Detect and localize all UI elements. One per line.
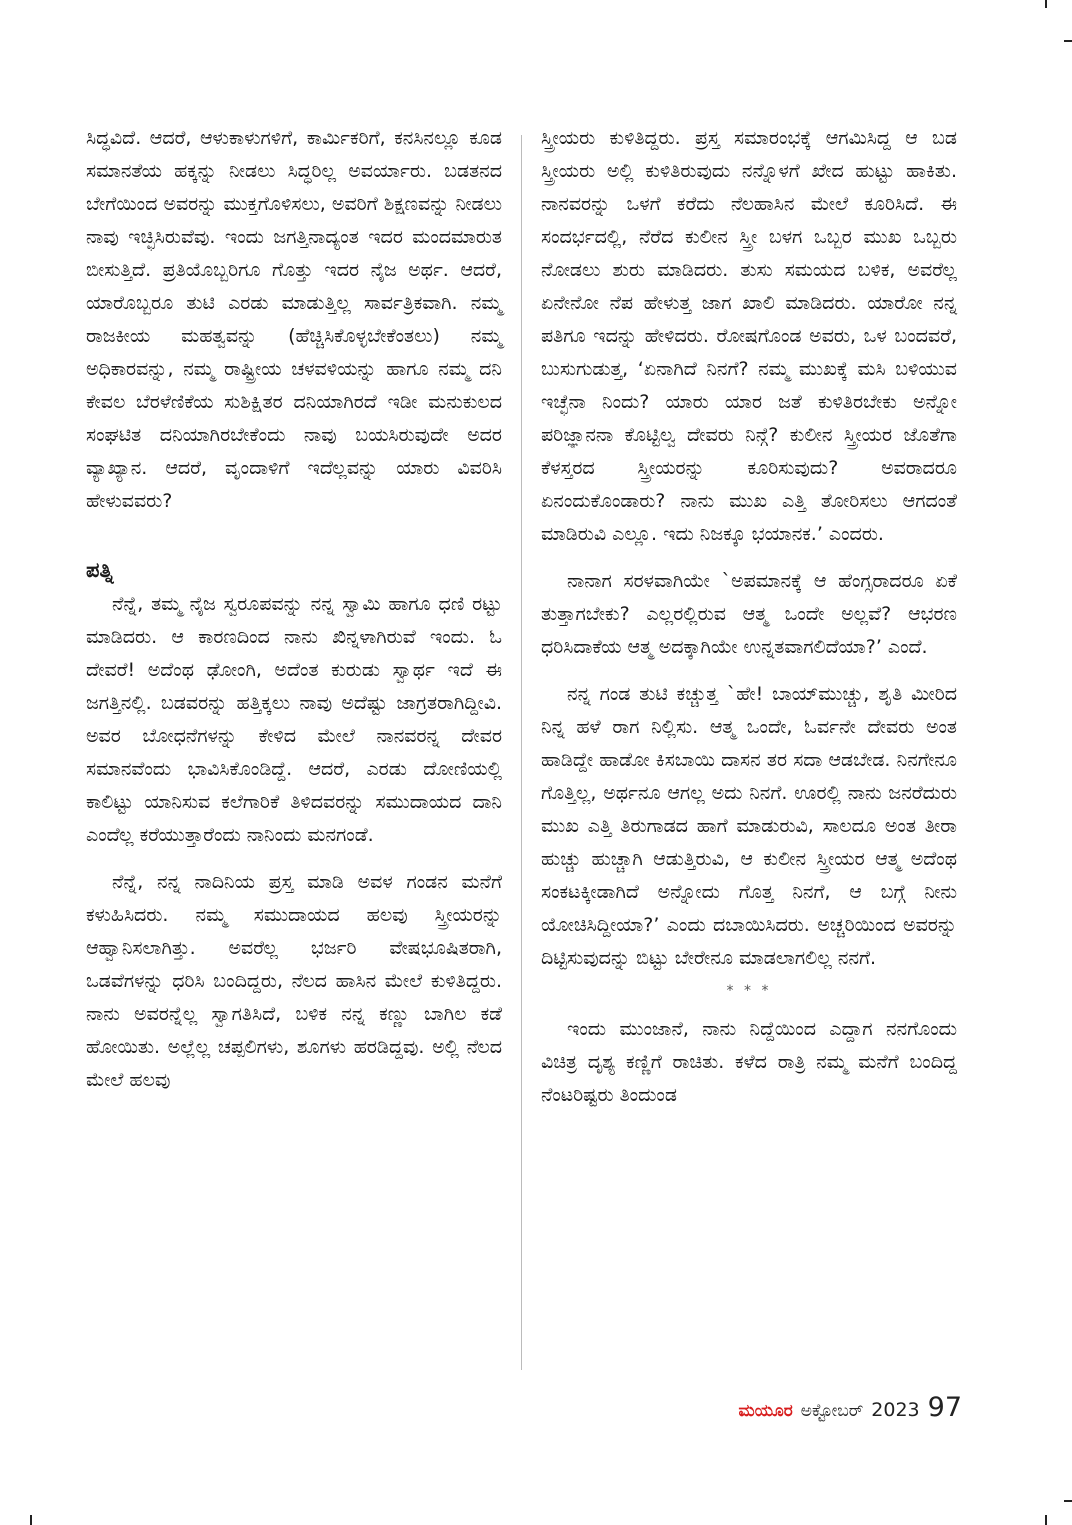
crop-mark-bottom-left <box>30 1515 32 1525</box>
crop-mark-bottom-right <box>1045 1515 1047 1525</box>
issue-year: 2023 <box>871 1399 920 1421</box>
body-paragraph: ನಾನಾಗ ಸರಳವಾಗಿಯೇ `ಅಪಮಾನಕ್ಕೆ ಆ ಹೆಂಗ್ಸರಾದರೂ ಏಕೆ ತುತ್ತಾಗಬೇಕು? ಎಲ್ಲರಲ್ಲಿರುವ ಆತ್ಮ ಒಂದೇ ಅಲ್ಲವೆ? ಆಭರಣ ಧರಿಸಿದಾಕೆಯ ಆತ್ಮ ಅದಕ್ಕಾಗಿಯೇ ಉನ್ನತವಾಗಲಿದೆಯಾ?’ ಎಂದೆ. <box>541 570 957 658</box>
section-heading: ಪತ್ನಿ <box>86 558 114 582</box>
body-paragraph: ನೆನ್ನೆ, ತಮ್ಮ ನೈಜ ಸ್ವರೂಪವನ್ನು ನನ್ನ ಸ್ವಾಮಿ ಹಾಗೂ ಧಣಿ ರಟ್ಟು ಮಾಡಿದರು. ಆ ಕಾರಣದಿಂದ ನಾನು ಖಿನ್ನಳಾಗಿರುವೆ ಇಂದು. ಓ ದೇವರೆ! ಅದೆಂಥ ಢೋಂಗಿ, ಅದೆಂತ ಕುರುಡು ಸ್ವಾರ್ಥ ಇದೆ ಈ ಜಗತ್ತಿನಲ್ಲಿ. ಬಡವರನ್ನು ಹತ್ತಿಕ್ಕಲು ನಾವು ಅದೆಷ್ಟು ಜಾಗ್ರತರಾಗಿದ್ದೀವಿ. ಅವರ ಬೋಧನೆಗಳನ್ನು ಕೇಳಿದ ಮೇಲೆ ನಾನವರನ್ನ ದೇವರ ಸಮಾನವೆಂದು ಭಾವಿಸಿಕೊಂಡಿದ್ದೆ. ಆದರೆ, ಎರಡು ದೋಣಿಯಲ್ಲಿ ಕಾಲಿಟ್ಟು ಯಾನಿಸುವ ಕಲೆಗಾರಿಕೆ ತಿಳಿದವರನ್ನು ಸಮುದಾಯದ ದಾನಿ ಎಂದೆಲ್ಲ ಕರೆಯುತ್ತಾರೆಂದು ನಾನಿಂದು ಮನಗಂಡೆ. <box>86 593 502 846</box>
page-footer <box>739 1392 962 1428</box>
body-paragraph: ನನ್ನ ಗಂಡ ತುಟಿ ಕಚ್ಚುತ್ತ `ಹೇ! ಬಾಯ್‌ಮುಚ್ಚು, ಶೃತಿ ಮೀರಿದ ನಿನ್ನ ಹಳೆ ರಾಗ ನಿಲ್ಲಿಸು. ಆತ್ಮ ಒಂದೇ, ಓರ್ವನೇ ದೇವರು ಅಂತ ಹಾಡಿದ್ದೇ ಹಾಡೋ ಕಿಸಬಾಯಿ ದಾಸನ ತರ ಸದಾ ಆಡಬೇಡ. ನಿನಗೇನೂ ಗೊತ್ತಿಲ್ಲ, ಅರ್ಥನೂ ಆಗಲ್ಲ ಅದು ನಿನಗೆ. ಊರಲ್ಲಿ ನಾನು ಜನರೆದುರು ಮುಖ ಎತ್ತಿ ತಿರುಗಾಡದ ಹಾಗೆ ಮಾಡುರುವಿ, ಸಾಲದೂ ಅಂತ ತೀರಾ ಹುಚ್ಚು ಹುಚ್ಚಾಗಿ ಆಡುತ್ತಿರುವಿ, ಆ ಕುಲೀನ ಸ್ತ್ರೀಯರ ಆತ್ಮ ಅದೆಂಥ ಸಂಕಟಕ್ಕೀಡಾಗಿದೆ ಅನ್ನೋದು ಗೊತ್ತ ನಿನಗೆ, ಆ ಬಗ್ಗೆ ನೀನು ಯೋಚಿಸಿದ್ದೀಯಾ?’ ಎಂದು ದಬಾಯಿಸಿದರು. ಅಚ್ಚರಿಯಿಂದ ಅವರನ್ನು ದಿಟ್ಟಿಸುವುದನ್ನು ಬಿಟ್ಟು ಬೇರೇನೂ ಮಾಡಲಾಗಲಿಲ್ಲ ನನಗೆ. <box>541 683 957 969</box>
left-column <box>86 122 502 1097</box>
page-number: 97 <box>927 1392 962 1423</box>
body-paragraph: ನೆನ್ನೆ, ನನ್ನ ನಾದಿನಿಯ ಪ್ರಸ್ತ ಮಾಡಿ ಅವಳ ಗಂಡನ ಮನೆಗೆ ಕಳುಹಿಸಿದರು. ನಮ್ಮ ಸಮುದಾಯದ ಹಲವು ಸ್ತ್ರೀಯರನ್ನು ಆಹ್ವಾನಿಸಲಾಗಿತ್ತು. ಅವರೆಲ್ಲ ಭರ್ಜರಿ ವೇಷಭೂಷಿತರಾಗಿ, ಒಡವೆಗಳನ್ನು ಧರಿಸಿ ಬಂದಿದ್ದರು, ನೆಲದ ಹಾಸಿನ ಮೇಲೆ ಕುಳಿತಿದ್ದರು. ನಾನು ಅವರನ್ನೆಲ್ಲ ಸ್ವಾಗತಿಸಿದೆ, ಬಳಿಕ ನನ್ನ ಕಣ್ಣು ಬಾಗಿಲ ಕಡೆ ಹೋಯಿತು. ಅಲ್ಲೆಲ್ಲ ಚಪ್ಪಲಿಗಳು, ಶೂಗಳು ಹರಡಿದ್ದವು. ಅಲ್ಲಿ ನೆಲದ ಮೇಲೆ ಹಲವು <box>86 871 502 1091</box>
crop-mark-right-lower <box>1064 1500 1072 1502</box>
section-separator: * * * <box>726 983 772 999</box>
crop-mark-top-right <box>1045 0 1047 8</box>
magazine-logo: ಮಯೂರ <box>738 1401 793 1421</box>
body-paragraph: ಸ್ತ್ರೀಯರು ಕುಳಿತಿದ್ದರು. ಪ್ರಸ್ತ ಸಮಾರಂಭಕ್ಕೆ ಆಗಮಿಸಿದ್ದ ಆ ಬಡ ಸ್ತ್ರೀಯರು ಅಲ್ಲಿ ಕುಳಿತಿರುವುದು ನನ್ನೊಳಗೆ ಖೇದ ಹುಟ್ಟು ಹಾಕಿತು. ನಾನವರನ್ನು ಒಳಗೆ ಕರೆದು ನೆಲಹಾಸಿನ ಮೇಲೆ ಕೂರಿಸಿದೆ. ಈ ಸಂದರ್ಭದಲ್ಲಿ, ನೆರೆದ ಕುಲೀನ ಸ್ತ್ರೀ ಬಳಗ ಒಬ್ಬರ ಮುಖ ಒಬ್ಬರು ನೋಡಲು ಶುರು ಮಾಡಿದರು. ತುಸು ಸಮಯದ ಬಳಿಕ, ಅವರೆಲ್ಲ ಏನೇನೋ ನೆಪ ಹೇಳುತ್ತ ಜಾಗ ಖಾಲಿ ಮಾಡಿದರು. ಯಾರೋ ನನ್ನ ಪತಿಗೂ ಇದನ್ನು ಹೇಳಿದರು. ರೋಷಗೊಂಡ ಅವರು, ಒಳ ಬಂದವರೆ, ಬುಸುಗುಡುತ್ತ, ‘ಏನಾಗಿದೆ ನಿನಗೆ? ನಮ್ಮ ಮುಖಕ್ಕೆ ಮಸಿ ಬಳಿಯುವ ಇಚ್ಛೆನಾ ನಿಂದು? ಯಾರು ಯಾರ ಜತೆ ಕುಳಿತಿರಬೇಕು ಅನ್ನೋ ಪರಿಜ್ಞಾನನಾ ಕೊಟ್ಟಿಲ್ವ ದೇವರು ನಿನ್ಗೆ? ಕುಲೀನ ಸ್ತ್ರೀಯರ ಜೊತೆಗಾ ಕೆಳಸ್ತರದ ಸ್ತ್ರೀಯರನ್ನು ಕೂರಿಸುವುದು? ಅವರಾದರೂ ಏನಂದುಕೊಂಡಾರು? ನಾನು ಮುಖ ಎತ್ತಿ ತೋರಿಸಲು ಆಗದಂತೆ ಮಾಡಿರುವಿ ಎಲ್ಲೂ. ಇದು ನಿಜಕ್ಕೂ ಭಯಾನಕ.’ ಎಂದರು. <box>541 127 957 545</box>
right-column <box>541 122 957 1112</box>
body-paragraph: ಇಂದು ಮುಂಜಾನೆ, ನಾನು ನಿದ್ದೆಯಿಂದ ಎದ್ದಾಗ ನನಗೊಂದು ವಿಚಿತ್ರ ದೃಶ್ಯ ಕಣ್ಣಿಗೆ ರಾಚಿತು. ಕಳೆದ ರಾತ್ರಿ ನಮ್ಮ ಮನೆಗೆ ಬಂದಿದ್ದ ನೆಂಟರಿಷ್ಟರು ತಿಂದುಂಡ <box>541 1018 957 1106</box>
body-paragraph: ಸಿದ್ಧವಿದೆ. ಆದರೆ, ಆಳುಕಾಳುಗಳಿಗೆ, ಕಾರ್ಮಿಕರಿಗೆ, ಕನಸಿನಲ್ಲೂ ಕೂಡ ಸಮಾನತೆಯ ಹಕ್ಕನ್ನು ನೀಡಲು ಸಿದ್ಧರಿಲ್ಲ ಅವರ್ಯಾರು. ಬಡತನದ ಬೇಗೆಯಿಂದ ಅವರನ್ನು ಮುಕ್ತಗೊಳಿಸಲು, ಅವರಿಗೆ ಶಿಕ್ಷಣವನ್ನು ನೀಡಲು ನಾವು ಇಚ್ಛಿಸಿರುವೆವು. ಇಂದು ಜಗತ್ತಿನಾದ್ಯಂತ ಇದರ ಮಂದಮಾರುತ ಬೀಸುತ್ತಿದೆ. ಪ್ರತಿಯೊಬ್ಬರಿಗೂ ಗೊತ್ತು ಇದರ ನೈಜ ಅರ್ಥ. ಆದರೆ, ಯಾರೊಬ್ಬರೂ ತುಟಿ ಎರಡು ಮಾಡುತ್ತಿಲ್ಲ ಸಾರ್ವತ್ರಿಕವಾಗಿ. ನಮ್ಮ ರಾಜಕೀಯ ಮಹತ್ವವನ್ನು (ಹೆಚ್ಚಿಸಿಕೊಳ್ಳಬೇಕೆಂತಲು) ನಮ್ಮ ಅಧಿಕಾರವನ್ನು, ನಮ್ಮ ರಾಷ್ಟ್ರೀಯ ಚಳವಳಿಯನ್ನು ಹಾಗೂ ನಮ್ಮ ದನಿ ಕೇವಲ ಬೆರಳೆಣಿಕೆಯ ಸುಶಿಕ್ಷಿತರ ದನಿಯಾಗಿರದೆ ಇಡೀ ಮನುಕುಲದ ಸಂಘಟಿತ ದನಿಯಾಗಿರಬೇಕೆಂದು ನಾವು ಬಯಸಿರುವುದೇ ಅದರ ವ್ಯಾಖ್ಯಾನ. ಆದರೆ, ವೃಂದಾಳಿಗೆ ಇದೆಲ್ಲವನ್ನು ಯಾರು ವಿವರಿಸಿ ಹೇಳುವವರು? <box>86 127 502 512</box>
column-divider <box>521 135 522 1370</box>
issue-month: ಅಕ್ಟೋಬರ್ <box>800 1401 864 1421</box>
crop-mark-right-upper <box>1064 40 1072 42</box>
